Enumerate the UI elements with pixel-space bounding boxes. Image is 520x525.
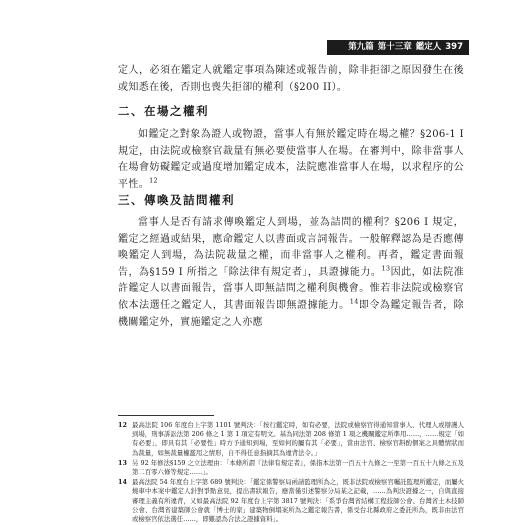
footnote-ref-13: 13	[381, 264, 391, 273]
header-page-number: 397	[445, 42, 463, 52]
intro-paragraph	[118, 63, 464, 96]
examination-paragraph	[118, 215, 464, 331]
footnote-number: 14	[118, 478, 127, 487]
intro-text: 定人，必須在鑑定人就鑑定事項為陳述或報告前，除非拒卻之原因發生在後或知悉在後，否則也喪失拒卻的權利（§200 II）。	[118, 65, 464, 93]
presence-paragraph	[118, 127, 464, 193]
header-title: 鑑定人	[415, 42, 442, 52]
presence-text: 如鑑定之對象為證人或物證，當事人有無於鑑定時在場之權？§206-1 I 規定，由法院或檢察官裁量有無必要使當事人在場。在審判中，除非當事人在場會妨礙鑑定或過度增加鑑定成本，法院應准當事人在場，以求程序的公平性。	[118, 129, 464, 190]
header-chapter: 第十三章	[377, 42, 412, 52]
footnotes	[118, 421, 464, 525]
footnote-number: 12	[118, 421, 127, 429]
section-presence-body	[118, 127, 464, 193]
section-examination-body	[118, 215, 464, 331]
examination-text-a: 當事人是否有請求傳喚鑑定人到場，並為詰問的權利？§206 I 規定，鑑定之經過或結果，應命鑑定人以書面或言詞報告。一般解釋認為是否應傳喚鑑定人到場，為法院裁量之權，而非當事人之權利。再者，鑑定書面報告，為§159 I 所指之「除法律有規定者」，具證據能力。	[118, 217, 464, 278]
examination-text-c: 即令為鑑定報告者，除機關鑑定外，實施鑑定之人亦應	[118, 299, 465, 328]
footnote-number: 13	[118, 458, 127, 467]
examination-text-b: 因此，如法院准許鑑定人以書面報告，當事人即無詰問之權利與機會。惟若非法院或檢察官依本法選任之鑑定人，其書面報告即無證據能力。	[118, 266, 465, 311]
running-header	[327, 40, 469, 55]
footnote-14	[118, 478, 464, 524]
header-part: 第九篇	[348, 42, 374, 52]
footnote-ref-12: 12	[149, 176, 159, 185]
footnote-divider	[118, 415, 214, 416]
section-heading-presence: 二、在場之權利	[118, 104, 209, 118]
footnote-ref-14: 14	[349, 297, 359, 306]
footnote-13	[118, 459, 464, 477]
footnote-12	[118, 421, 464, 458]
footnote-text: 最高法院 54 年度台上字第 689 號判決：「鑑定係警察局函請監理所為之，既非法院或檢察官囑託監理所鑑定，而屬火燒車中本案中鑑定人針對爭點意見，提出書狀報告，應當僅引述警察分局某之記載，……為判決證據之一，自與直接審理主義有所違背，又如最高法院 92 年度台上字第 3817 號判決：「系爭台灣省結構工程技師公會、台灣省土木技師公會、台灣省建築師公會就「博士的家」建築物倒塌案所為之鑑定報告書，係受台北縣政府之委託所為，既非由法官或檢察官依法選任……，即難認為合法之證據資料」。	[132, 478, 465, 524]
footnote-text: 最高法院 106 年度台上字第 1101 號判決：「按行鑑定時，如有必要，法院或檢察官得通知當事人、代理人或辯護人到場，刑事訴訟法第 206 條之 1 第 1 項定有明文。基為同法第 208 條第 1 項之機關鑑定所準用……，……規定「如有必要」，即具有其「必要性」時方予通知到場，至如何的屬有其「必要」，當由法官、檢察官斟酌個案之具體情狀而為裁量，如無裁量權濫用之情形，自不得任意指摘其為違背法令。」	[132, 421, 464, 457]
footnote-text: 另 92 年修法§159 之立法理由：「本條所謂『法律有規定者』，係指本法第一百五十九條之一至第一百五十九條之五及第二百零六條等規定……」。	[132, 458, 464, 477]
section-heading-examination: 三、傳喚及詰問權利	[118, 193, 235, 207]
